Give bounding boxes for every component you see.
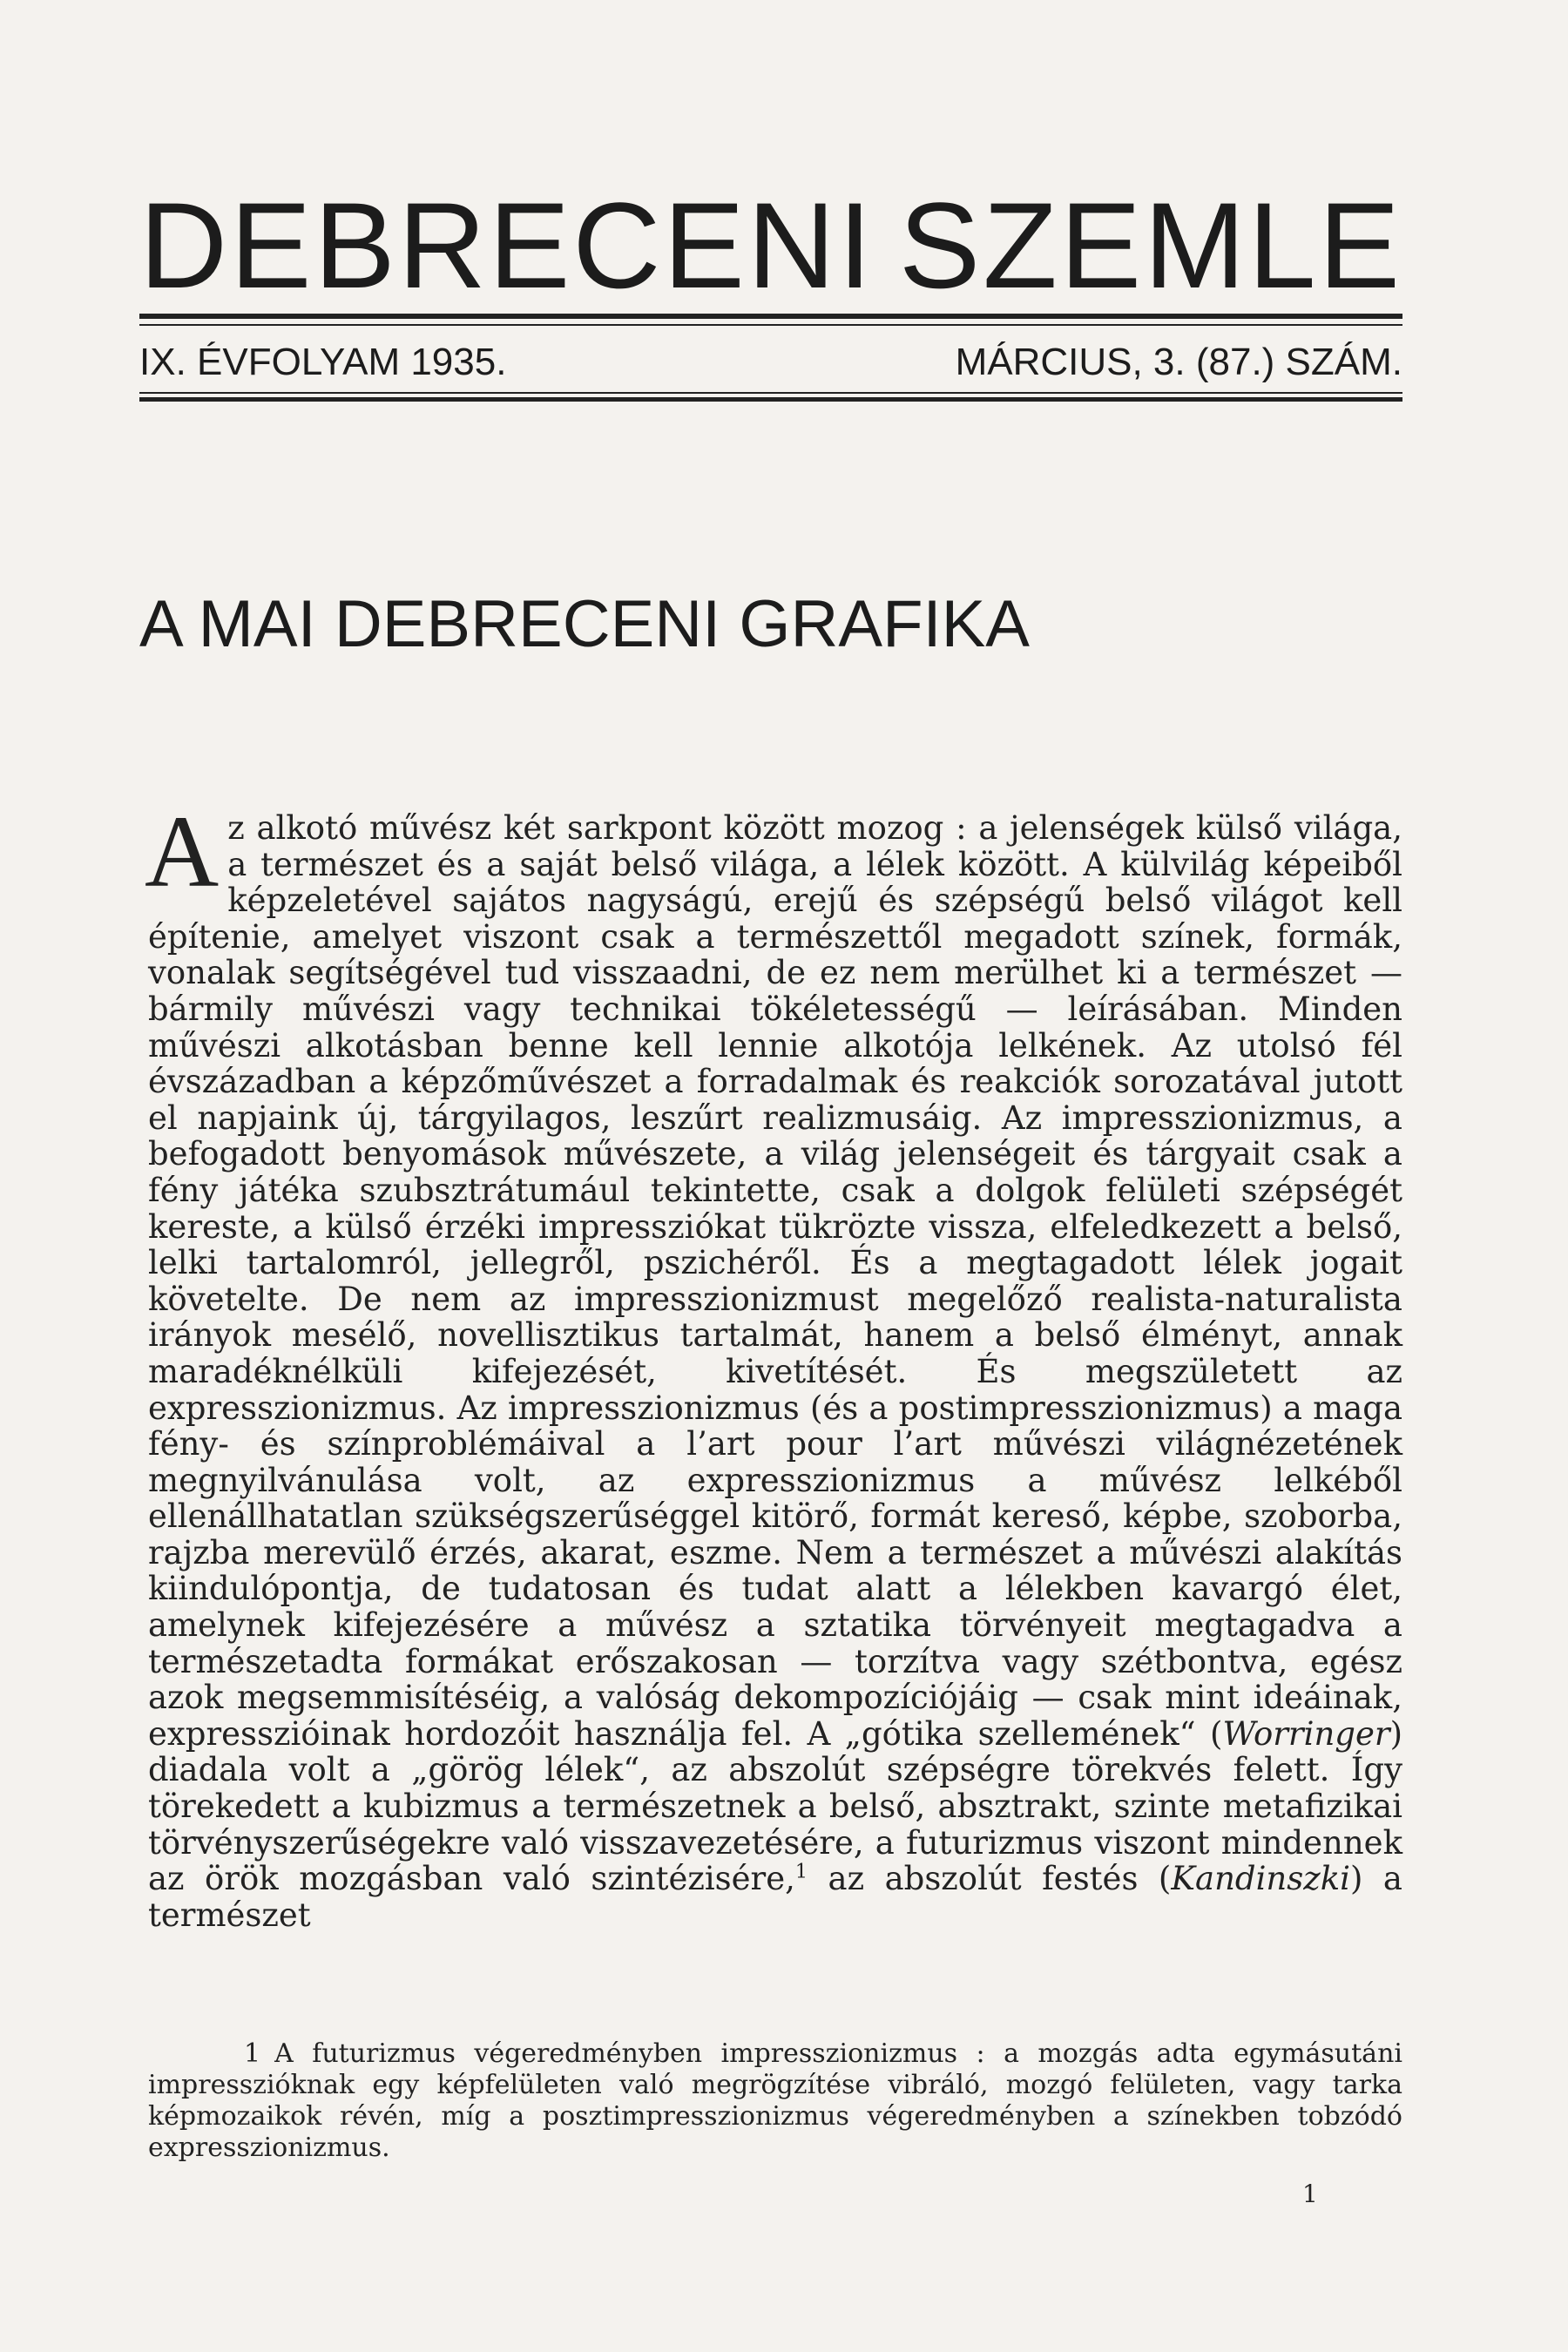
volume-label: IX. ÉVFOLYAM 1935. — [139, 341, 507, 383]
body-text-part-4: ) a természet — [148, 1860, 1402, 1934]
masthead-rule-bottom-thin — [139, 392, 1402, 394]
drop-cap: A — [145, 794, 220, 909]
masthead-title-word-1: DEBRECENI — [139, 177, 875, 314]
masthead-title-word-2: SZEMLE — [898, 177, 1402, 314]
footnote-mark: 1 — [244, 2038, 261, 2069]
masthead-rule-top-thick — [139, 314, 1402, 319]
masthead-rule-top-thin — [139, 324, 1402, 326]
masthead-title — [139, 177, 1402, 314]
body-text-part-2: ) diadala volt a „görög lélek“, az abszolút szépségre törekvés felett. Így törekedett a kubizmus a természetnek a belső, absztrakt, szinte metafizikai törvényszerűségekre való visszavezetésére, a futurizmus viszont mindennek az örök mozgásban való szintézisére, — [148, 1714, 1402, 1898]
name-kandinszki: Kandinszki — [1171, 1860, 1350, 1898]
page-number: 1 — [1302, 2180, 1318, 2208]
name-worringer: Worringer — [1222, 1714, 1390, 1753]
article-title: A MAI DEBRECENI GRAFIKA — [139, 587, 1030, 661]
issue-line — [139, 338, 1402, 387]
issue-label: MÁRCIUS, 3. (87.) SZÁM. — [955, 341, 1402, 383]
article-body — [145, 794, 1402, 1934]
masthead-rule-bottom-thick — [139, 397, 1402, 402]
footnote-reference: 1 — [794, 1860, 808, 1883]
footnote-text: A futurizmus végeredményben impresszionizmus : a mozgás adta egymásutáni impresszióknak egy képfelületen való megrögzítése vibráló, mozgó felületen, vagy tarka képmozaikok révén, míg a posztimpresszionizmus végeredményben a színekben tobzódó expresszionizmus. — [148, 2038, 1402, 2163]
footnote — [148, 2038, 1402, 2164]
body-text-part-1: z alkotó művész két sarkpont között mozog : a jelenségek külső világa, a természet és a saját belső világa, a lélek között. A külvilág képeiből képzeletével sajátos nagyságú, erejű és szépségű belső világot kell építenie, amelyet viszont csak a természettől megadott színek, formák, vonalak segítségével tud visszaadni, de ez nem merülhet ki a természet — bármily művészi vagy technikai tökéletességű — leírásában. Minden művészi alkotásban benne kell lennie alkotója lelkének. Az utolsó fél évszázadban a képzőművészet a forradalmak és reakciók sorozatával jutott el napjaink új, tárgyilagos, leszűrt realizmusáig. Az impresszionizmus, a befogadott benyomások művészete, a világ jelenségeit és tárgyait csak a fény játéka szubsztrátumául tekintette, csak a dolgok felületi szépségét kereste, a külső érzéki impressziókat tükrözte vissza, elfeledkezett a belső, lelki tartalomról, jellegről, pszichéről. És a megtagadott lélek jogait követelte. De nem az impresszionizmust megelőző realista-naturalista irányok mesélő, novellisztikus tartalmát, hanem a belső élményt, annak maradéknélküli kifejezését, kivetítését. És megszületett az expresszionizmus. Az impresszionizmus (és a postimpresszionizmus) a maga fény- és színproblémáival a l’art pour l’art művészi világnézetének megnyilvánulása volt, az expresszionizmus a művész lelkéből ellenállhatatlan szükségszerűséggel kitörő, formát kereső, képbe, szoborba, rajzba merevülő érzés, akarat, eszme. Nem a természet a művészi alakítás kiindulópontja, de tudatosan és tudat alatt a lélekben kavargó élet, amelynek kifejezésére a művész a sztatika törvényeit megtagadva a természetadta formákat erőszakosan — torzítva vagy szétbontva, egész azok megsemmisítéséig, a valóság dekompozíciójáig — csak mint ideáinak, expresszióinak hordozóit használja fel. A „gótika szellemének“ ( — [148, 809, 1402, 1753]
body-text-part-3: az abszolút festés ( — [808, 1860, 1172, 1898]
